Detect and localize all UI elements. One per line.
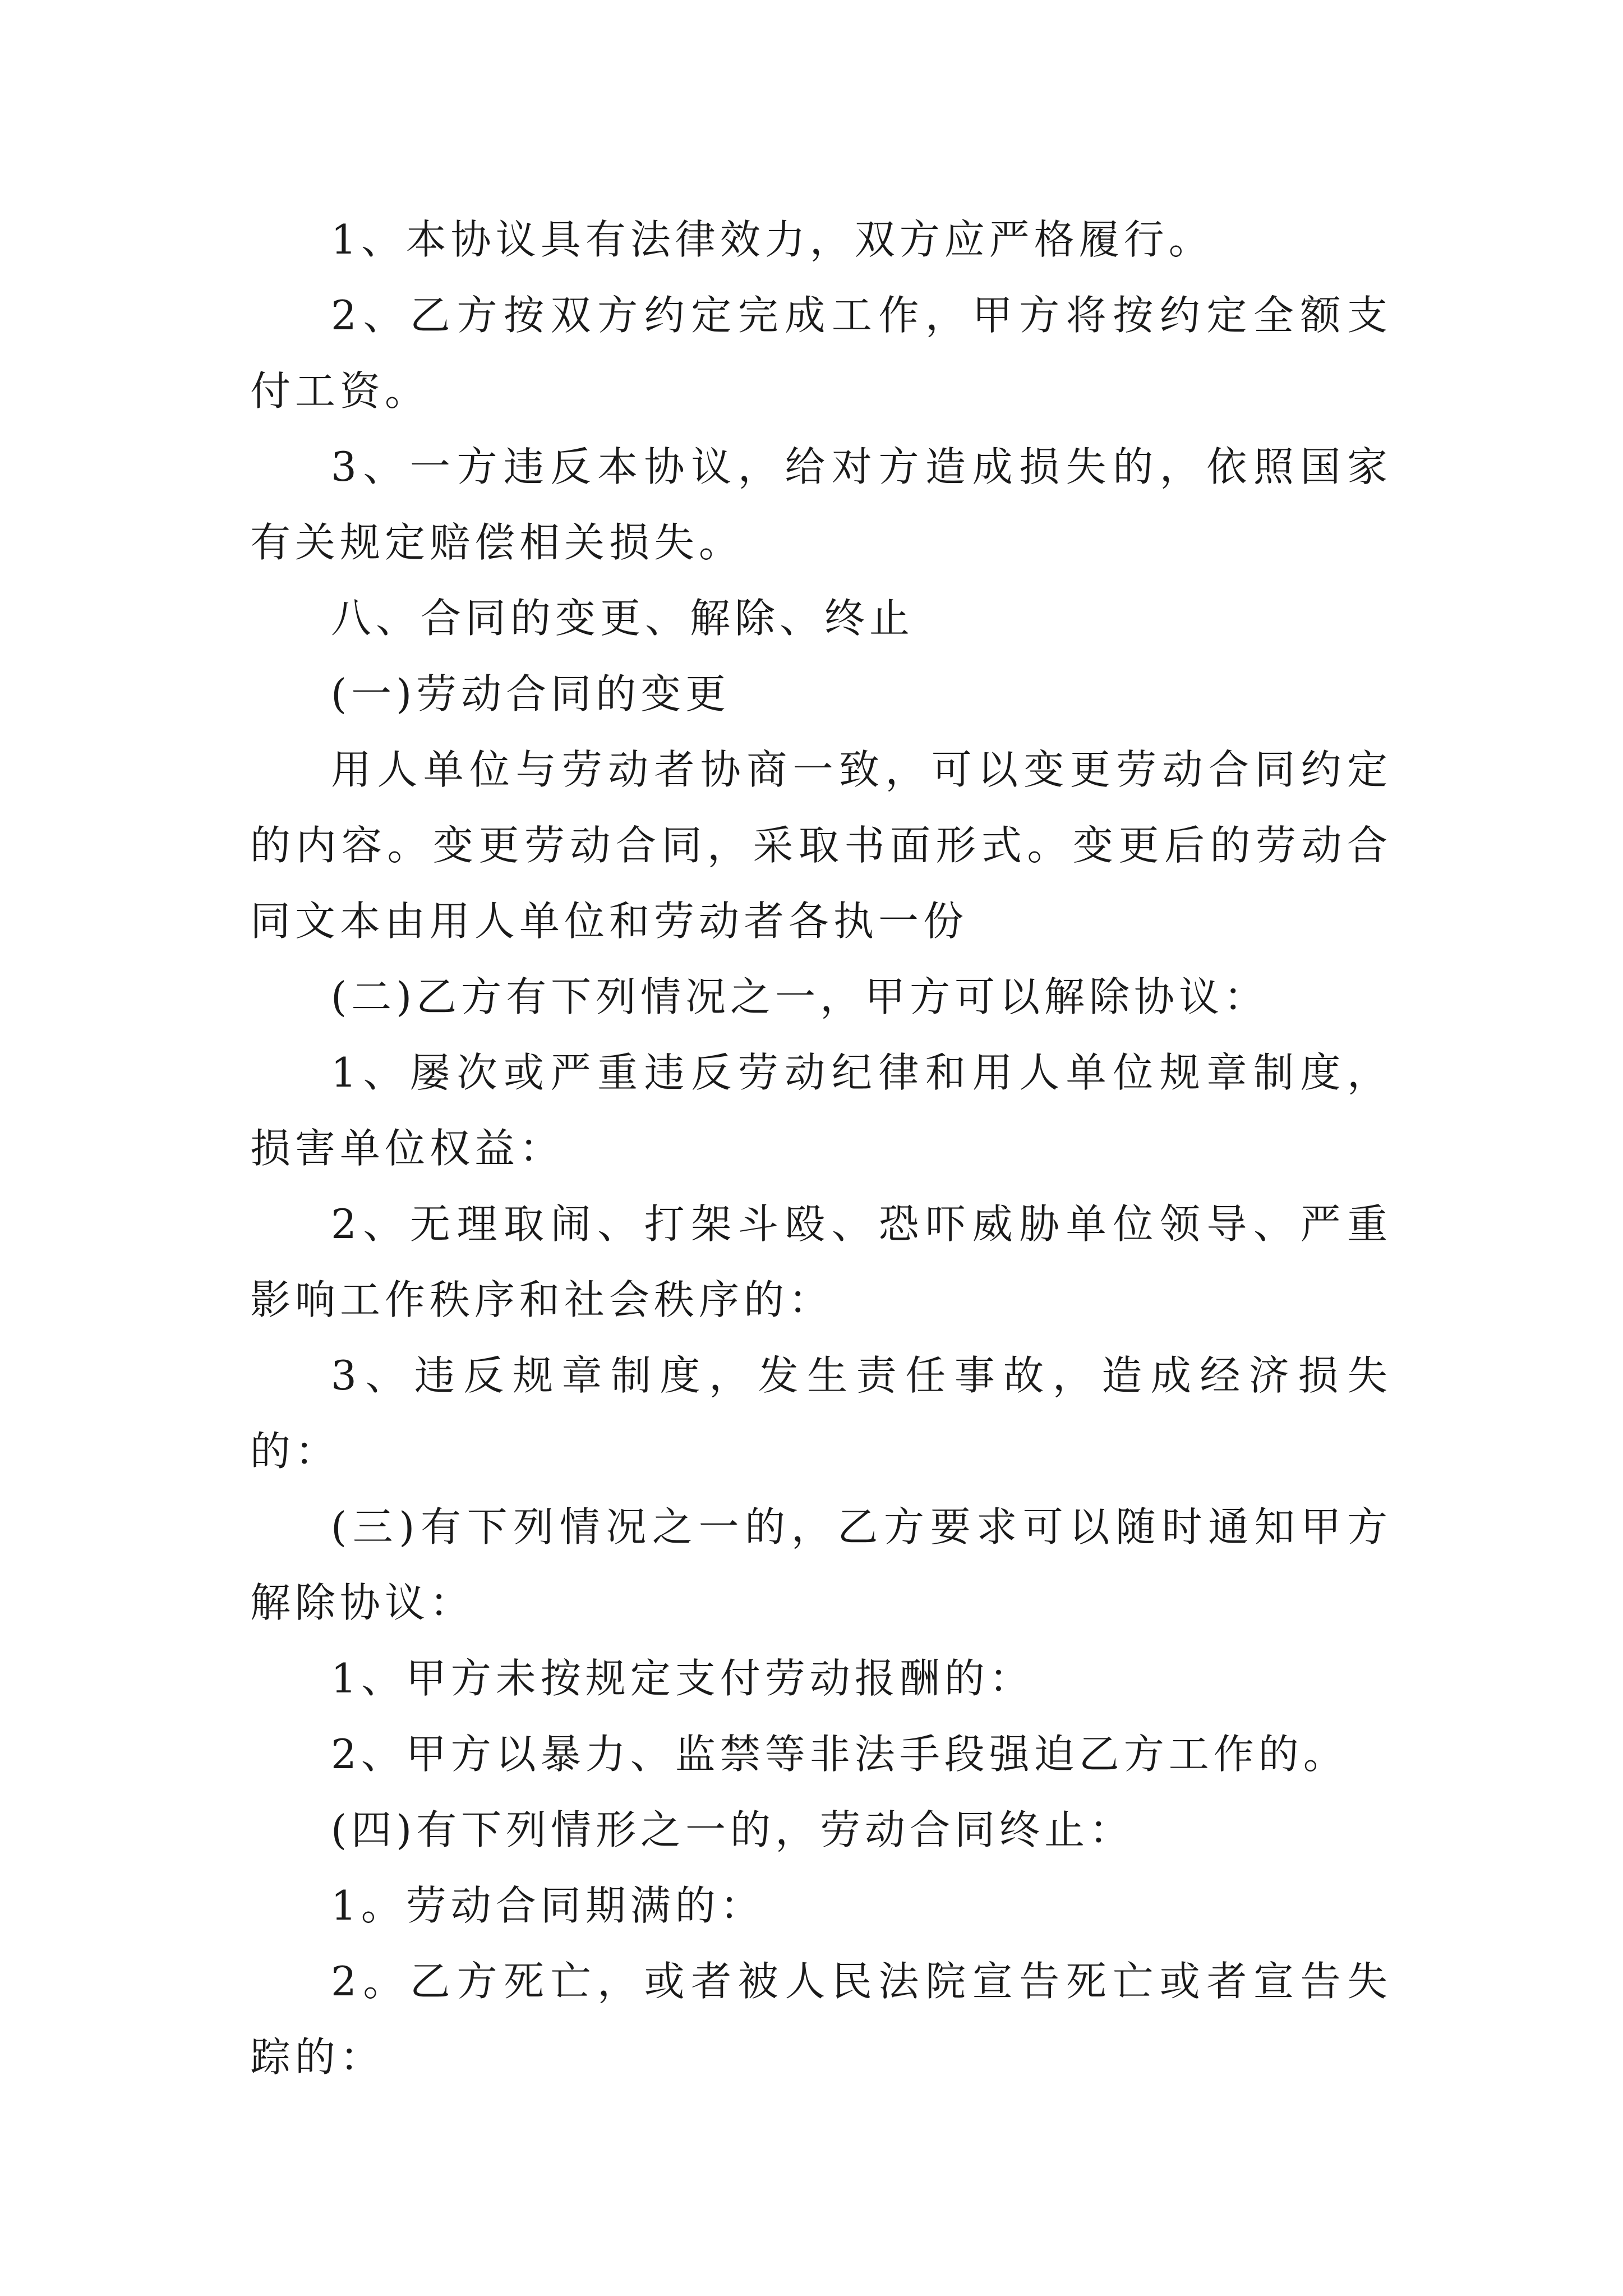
document-body: [250, 202, 1392, 2095]
clause-2-wage-payment: 2、乙方按双方约定完成工作，甲方将按约定全额支付工资。: [250, 292, 1392, 415]
termination-item-1: 1、屡次或严重违反劳动纪律和用人单位规章制度，损害单位权益：: [250, 1049, 1392, 1172]
subsection-heading-1: (一)劳动合同的变更: [331, 670, 731, 717]
termination-item-3: 3、违反规章制度，发生责任事故，造成经济损失的：: [250, 1352, 1392, 1475]
employee-termination-item-1: 1、甲方未按规定支付劳动报酬的：: [331, 1655, 1034, 1702]
employee-termination-item-2: 2、甲方以暴力、监禁等非法手段强迫乙方工作的。: [331, 1731, 1348, 1778]
subsection-heading-3: (三)有下列情况之一的，乙方要求可以随时通知甲方解除协议：: [250, 1503, 1392, 1626]
section-heading-8: 八、合同的变更、解除、终止: [331, 595, 915, 642]
termination-item-2: 2、无理取闹、打架斗殴、恐吓威胁单位领导、严重影响工作秩序和社会秩序的：: [250, 1200, 1392, 1323]
clause-3-breach-compensation: 3、一方违反本协议，给对方造成损失的，依照国家有关规定赔偿相关损失。: [250, 443, 1392, 566]
contract-change-paragraph: 用人单位与劳动者协商一致，可以变更劳动合同约定的内容。变更劳动合同，采取书面形式。变更后的劳动合同文本由用人单位和劳动者各执一份: [250, 746, 1392, 945]
contract-end-item-2: 2。乙方死亡，或者被人民法院宣告死亡或者宣告失踪的：: [250, 1958, 1392, 2081]
contract-end-item-1: 1。劳动合同期满的：: [331, 1882, 765, 1929]
subsection-heading-2: (二)乙方有下列情况之一，甲方可以解除协议：: [331, 973, 1269, 1020]
subsection-heading-4: (四)有下列情形之一的，劳动合同终止：: [331, 1806, 1135, 1853]
clause-1-legal-effect: 1、本协议具有法律效力，双方应严格履行。: [331, 216, 1214, 263]
